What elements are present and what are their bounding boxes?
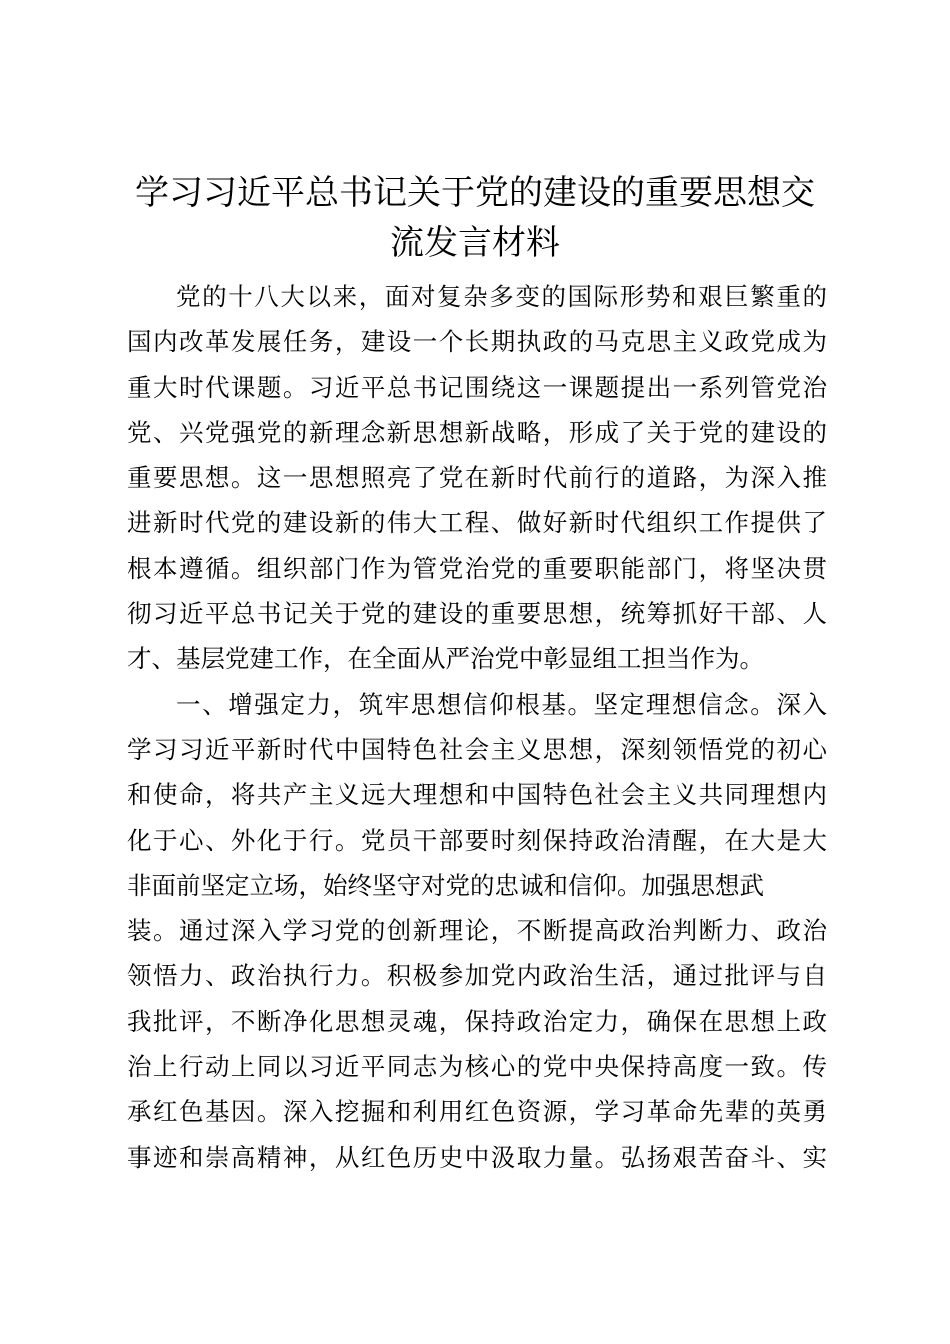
title-line-1: 学习习近平总书记关于党的建设的重要思想交 [135,173,815,213]
paragraph-1-line-3: 重大时代课题。习近平总书记围绕这一课题提出一系列管党治 [127,372,827,402]
paragraph-1-line-4: 党、兴党强党的新理念新思想新战略，形成了关于党的建设的 [127,417,827,447]
paragraph-2-line-11: 事迹和崇高精神，从红色历史中汲取力量。弘扬艰苦奋斗、实 [127,1142,827,1172]
paragraph-2-line-8: 我批评，不断净化思想灵魂，保持政治定力，确保在思想上政 [127,1006,827,1036]
paragraph-2-line-3: 和使命，将共产主义远大理想和中国特色社会主义共同理想内 [127,780,827,810]
paragraph-2-line-6: 装。通过深入学习党的创新理论，不断提高政治判断力、政治 [127,916,827,946]
paragraph-2-line-10: 承红色基因。深入挖掘和利用红色资源，学习革命先辈的英勇 [127,1097,827,1127]
paragraph-2-line-4: 化于心、外化于行。党员干部要时刻保持政治清醒，在大是大 [127,825,827,855]
paragraph-1-line-8: 彻习近平总书记关于党的建设的重要思想，统筹抓好干部、人 [127,599,827,629]
document-title [112,168,838,268]
paragraph-1-line-7: 根本遵循。组织部门作为管党治党的重要职能部门，将坚决贯 [127,553,827,583]
paragraph-1-line-6: 进新时代党的建设新的伟大工程、做好新时代组织工作提供了 [127,508,827,538]
paragraph-1-line-2: 国内改革发展任务，建设一个长期执政的马克思主义政党成为 [127,327,827,357]
paragraph-1-line-9: 才、基层党建工作，在全面从严治党中彰显组工担当作为。 [127,644,764,674]
title-line-2: 流发言材料 [390,223,560,263]
paragraph-1-line-1: 党的十八大以来，面对复杂多变的国际形势和艰巨繁重的 [176,282,827,311]
paragraph-2-line-5: 非面前坚定立场，始终坚守对党的忠诚和信仰。加强思想武 [127,870,764,900]
document-body [127,274,827,1180]
paragraph-1-line-5: 重要思想。这一思想照亮了党在新时代前行的道路，为深入推 [127,463,827,493]
paragraph-2-line-7: 领悟力、政治执行力。积极参加党内政治生活，通过批评与自 [127,961,827,991]
paragraph-2-line-9: 治上行动上同以习近平同志为核心的党中央保持高度一致。传 [127,1052,827,1082]
paragraph-2-line-1: 一、增强定力，筑牢思想信仰根基。坚定理想信念。深入 [176,689,827,719]
paragraph-2-line-2: 学习习近平新时代中国特色社会主义思想，深刻领悟党的初心 [127,734,827,764]
